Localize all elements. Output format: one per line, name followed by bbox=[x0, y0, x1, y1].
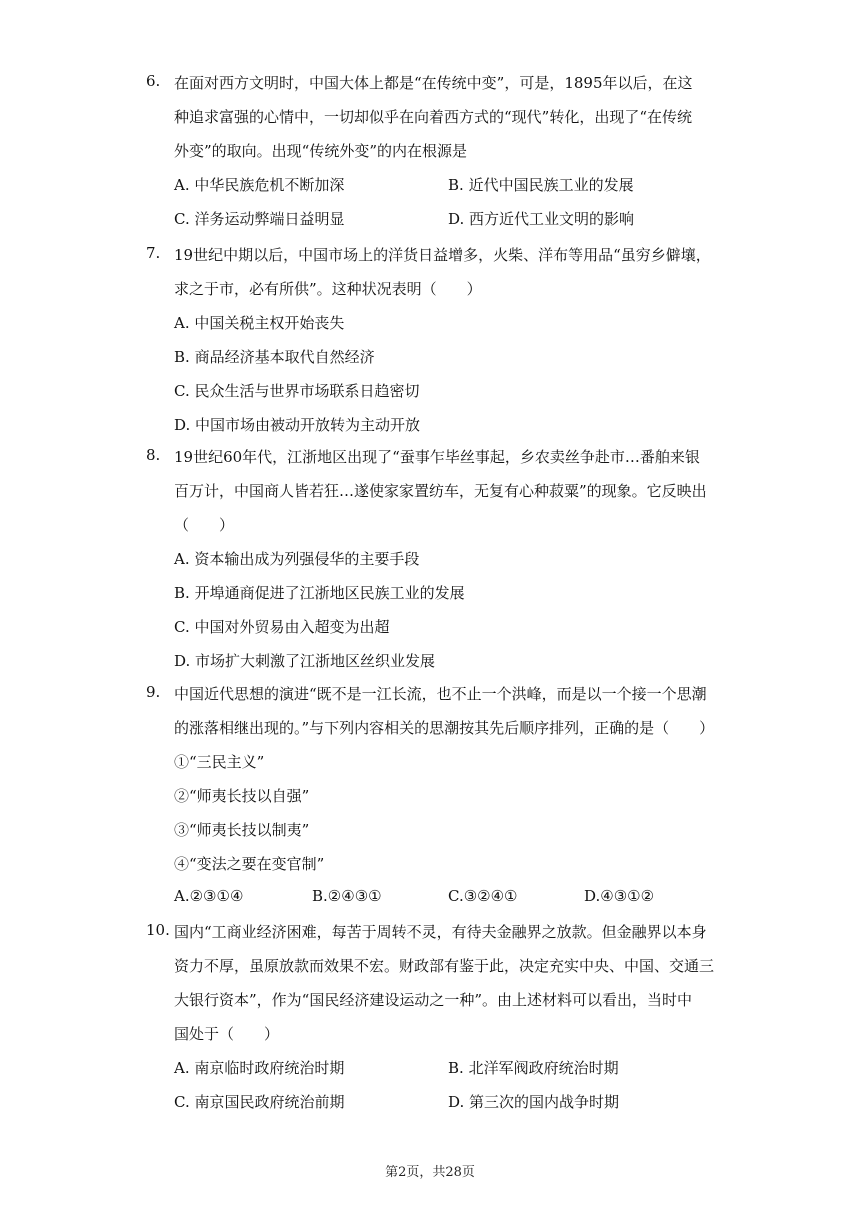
option-d: D. 第三次的国内战争时期 bbox=[448, 1093, 620, 1111]
option-a: A. 中华民族危机不断加深 bbox=[174, 176, 345, 194]
option-b: B. 近代中国民族工业的发展 bbox=[448, 176, 634, 194]
question-stem-line: 中国近代思想的演进“既不是一江长流，也不止一个洪峰，而是以一个接一个思潮 bbox=[174, 685, 707, 703]
question-stem-line: 大银行资本”，作为“国民经济建设运动之一种”。由上述材料可以看出，当时中 bbox=[174, 991, 693, 1009]
option-a: A. 南京临时政府统治时期 bbox=[174, 1059, 345, 1077]
option-a: A. 资本输出成为列强侵华的主要手段 bbox=[174, 550, 420, 568]
question-stem-line: 百万计，中国商人皆若狂…遂使家家置纺车，无复有心种菽粟”的现象。它反映出 bbox=[174, 482, 707, 500]
numbered-item: ①“三民主义” bbox=[174, 753, 265, 771]
option-d: D. 中国市场由被动开放转为主动开放 bbox=[174, 416, 421, 434]
numbered-item: ④“变法之要在变官制” bbox=[174, 855, 325, 873]
option-d: D.④③①② bbox=[584, 887, 655, 905]
question-number: 7. bbox=[146, 244, 161, 262]
page-footer: 第2页，共28页 bbox=[385, 1165, 475, 1180]
question-stem-line: 外变”的取向。出现“传统外变”的内在根源是 bbox=[174, 142, 468, 160]
numbered-item: ②“师夷长技以自强” bbox=[174, 787, 310, 805]
option-c: C. 民众生活与世界市场联系日趋密切 bbox=[174, 382, 420, 400]
option-d: D. 西方近代工业文明的影响 bbox=[448, 210, 635, 228]
option-c: C. 中国对外贸易由入超变为出超 bbox=[174, 618, 390, 636]
question-number: 6. bbox=[146, 72, 161, 90]
option-a: A.②③①④ bbox=[174, 887, 244, 905]
option-d: D. 市场扩大刺激了江浙地区丝织业发展 bbox=[174, 652, 436, 670]
option-c: C. 洋务运动弊端日益明显 bbox=[174, 210, 345, 228]
question-stem-line: 种追求富强的心情中，一切却似乎在向着西方式的“现代”转化，出现了“在传统 bbox=[174, 108, 693, 126]
question-stem-line: 19世纪中期以后，中国市场上的洋货日益增多，火柴、洋布等用品“虽穷乡僻壤， bbox=[174, 246, 711, 264]
question-number: 9. bbox=[146, 683, 161, 701]
question-stem-line: 19世纪60年代，江浙地区出现了“蚕事乍毕丝事起，乡农卖丝争赴市…番舶来银 bbox=[174, 448, 700, 466]
option-b: B. 商品经济基本取代自然经济 bbox=[174, 348, 375, 366]
question-stem-line: 资力不厚，虽原放款而效果不宏。财政部有鉴于此，决定充实中央、中国、交通三 bbox=[174, 957, 715, 975]
numbered-item: ③“师夷长技以制夷” bbox=[174, 821, 310, 839]
option-c: C.③②④① bbox=[448, 887, 518, 905]
option-c: C. 南京国民政府统治前期 bbox=[174, 1093, 345, 1111]
option-a: A. 中国关税主权开始丧失 bbox=[174, 314, 345, 332]
question-number: 8. bbox=[146, 446, 161, 464]
option-b: B. 开埠通商促进了江浙地区民族工业的发展 bbox=[174, 584, 465, 602]
question-stem-line: 国内“工商业经济困难，每苦于周转不灵，有待夫金融界之放款。但金融界以本身 bbox=[174, 923, 707, 941]
option-b: B. 北洋军阀政府统治时期 bbox=[448, 1059, 619, 1077]
question-stem-line: 的涨落相继出现的。”与下列内容相关的思潮按其先后顺序排列，正确的是（ ） bbox=[174, 719, 715, 737]
question-stem-line: （ ） bbox=[174, 516, 235, 534]
option-b: B.②④③① bbox=[312, 887, 382, 905]
question-number: 10. bbox=[146, 921, 170, 939]
question-stem-line: 国处于（ ） bbox=[174, 1025, 280, 1043]
question-stem-line: 求之于市，必有所供”。这种状况表明（ ） bbox=[174, 280, 482, 298]
question-stem-line: 在面对西方文明时，中国大体上都是“在传统中变”，可是，1895年以后，在这 bbox=[174, 74, 693, 92]
